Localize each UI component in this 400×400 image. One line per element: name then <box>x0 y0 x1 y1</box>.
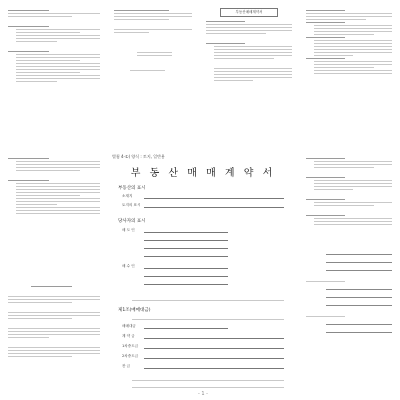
row-land <box>122 203 284 208</box>
field-seller-3[interactable] <box>144 244 228 249</box>
label-buyer: 매 수 인 <box>122 264 135 268</box>
document-page-mid-left <box>2 150 106 274</box>
label-down: 계 약 금 <box>122 334 135 338</box>
row-down <box>122 334 284 339</box>
field-buyer-3[interactable] <box>144 280 228 285</box>
field-seller-4[interactable] <box>144 252 228 257</box>
field-seller[interactable] <box>144 228 228 233</box>
contract-page <box>108 150 298 400</box>
row-seller <box>122 228 284 233</box>
field-down[interactable] <box>144 334 284 339</box>
label-price: 매매대금 <box>122 324 136 328</box>
field-mid2[interactable] <box>144 354 284 359</box>
form-header-label: 별첨 4-①) 양식 : 토지, 일반용 <box>112 154 165 159</box>
field-location[interactable] <box>144 194 284 199</box>
document-page-top-right-center <box>200 2 298 142</box>
contract-intro-text <box>130 296 284 301</box>
page-number: - 1 - <box>198 391 208 397</box>
label-land: 토지의 표시 <box>122 203 141 207</box>
label-mid2: 2차중도금 <box>122 354 139 358</box>
row-balance <box>122 364 284 369</box>
document-page-bottom-right <box>300 150 398 398</box>
section-parties-heading: 당사자의 표시 <box>118 219 146 224</box>
document-page-top-right <box>300 2 398 142</box>
section-property-heading: 부동산의 표시 <box>118 186 146 191</box>
field-land[interactable] <box>144 203 284 208</box>
form-box-title: 부동산매매계약서 <box>220 8 278 17</box>
label-location: 소재지 <box>122 194 133 198</box>
field-balance[interactable] <box>144 364 284 369</box>
field-price[interactable] <box>144 324 228 329</box>
row-location <box>122 194 284 199</box>
label-mid1: 1차중도금 <box>122 344 139 348</box>
field-seller-2[interactable] <box>144 236 228 241</box>
section-article1-heading: 제1조(매매대금) <box>118 308 151 313</box>
field-mid1[interactable] <box>144 344 284 349</box>
field-buyer-2[interactable] <box>144 272 228 277</box>
row-mid2 <box>122 354 284 359</box>
document-page-top-left <box>2 2 106 142</box>
row-mid1 <box>122 344 284 349</box>
row-price <box>122 324 284 329</box>
row-buyer <box>122 264 284 269</box>
label-balance: 잔 금 <box>122 364 131 368</box>
label-seller: 매 도 인 <box>122 228 135 232</box>
document-page-top-center <box>108 2 198 142</box>
field-buyer[interactable] <box>144 264 228 269</box>
document-page-bottom-left <box>2 278 106 398</box>
contract-title: 부 동 산 매 매 계 약 서 <box>130 168 276 179</box>
